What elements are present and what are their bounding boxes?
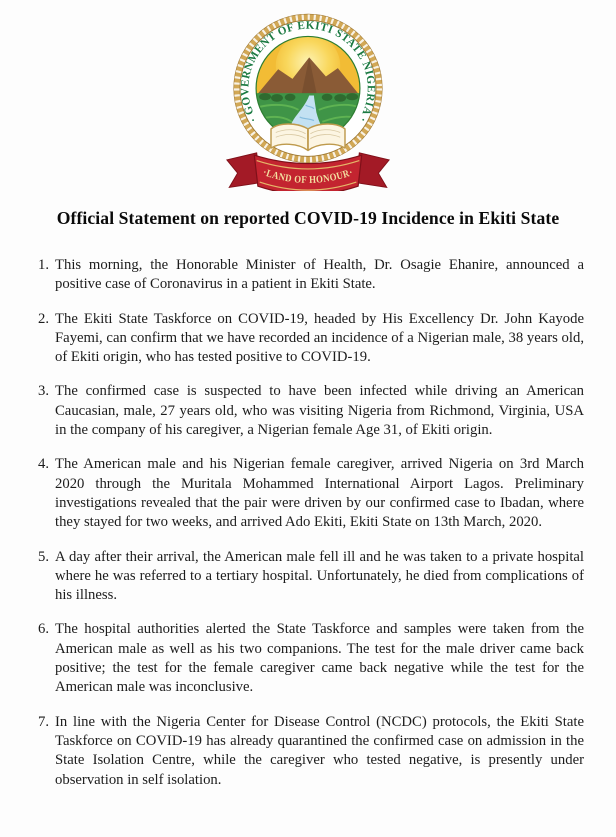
statement-paragraph-5: [38, 548, 584, 606]
statement-paragraph-list: [38, 256, 584, 790]
paragraph-number: 3.: [38, 383, 50, 400]
seal-circle-text: · GOVERNMENT OF EKITI STATE NIGERIA ·: [239, 19, 377, 125]
paragraph-number: 5.: [38, 548, 50, 565]
paragraph-text: The hospital authorities alerted the State Taskforce and samples were taken from the American male as well as his two companions. The test for the male driver came back positive; the test for the female caregiver came back negative while the test for the American male was inconclusive.: [55, 621, 584, 696]
paragraph-number: 4.: [38, 456, 50, 473]
paragraph-number: 6.: [38, 621, 50, 638]
statement-paragraph-3: [38, 382, 584, 440]
logo-container: [0, 0, 616, 191]
ribbon-text: ·LAND OF HONOUR·: [261, 167, 356, 186]
page-title: Official Statement on reported COVID-19 Incidence in Ekiti State: [56, 208, 560, 228]
statement-paragraph-7: [38, 713, 584, 790]
paragraph-text: The American male and his Nigerian female caregiver, arrived Nigeria on 3rd March 2020 through the Muritala Mohammed International Airport Lagos. Preliminary investigations revealed that the pair were driven by our confirmed case to Ibadan, where they stayed for two weeks, and arrived Ado Ekiti, Ekiti State on 13th March, 2020.: [55, 456, 584, 531]
paragraph-number: 2.: [38, 310, 50, 327]
statement-paragraph-6: [38, 620, 584, 697]
statement-paragraph-2: [38, 310, 584, 368]
paragraph-number: 1.: [38, 257, 50, 273]
statement-paragraph-4: [38, 455, 584, 532]
statement-paragraph-1: [38, 256, 584, 295]
paragraph-text: In line with the Nigeria Center for Disease Control (NCDC) protocols, the Ekiti State Taskforce on COVID-19 has already quarantined the confirmed case on admission in the State Isolation Centre, while the caregiver who tested negative, is presently under observation in self isolation.: [55, 713, 584, 788]
paragraph-text: The confirmed case is suspected to have been infected while driving an American Caucasian, male, 27 years old, who was visiting Nigeria from Richmond, Virginia, USA in the company of his caregiver, a Nigerian female Age 31, of Ekiti origin.: [55, 383, 584, 439]
paragraph-text: This morning, the Honorable Minister of Health, Dr. Osagie Ehanire, announced a positive case of Coronavirus in a patient in Ekiti State.: [55, 257, 584, 293]
paragraph-number: 7.: [38, 713, 50, 730]
ekiti-state-seal-logo: [223, 12, 393, 191]
paragraph-text: A day after their arrival, the American male fell ill and he was taken to a private hospital where he was referred to a tertiary hospital. Unfortunately, he died from complications of his illness.: [55, 548, 584, 604]
paragraph-text: The Ekiti State Taskforce on COVID-19, headed by His Excellency Dr. John Kayode Fayemi, can confirm that we have recorded an incidence of a Nigerian male, 38 years old, of Ekiti origin, who has tested positive to COVID-19.: [55, 310, 584, 366]
